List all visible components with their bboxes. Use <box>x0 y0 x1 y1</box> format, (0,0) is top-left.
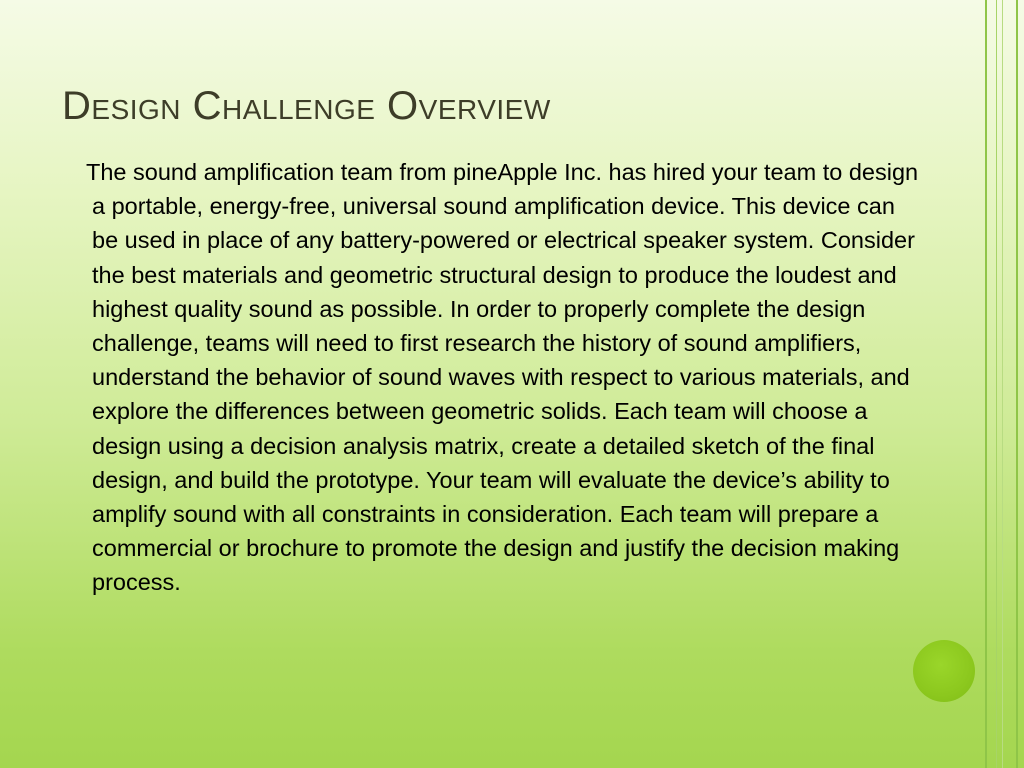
slide-title: Design Challenge Overview <box>62 84 551 128</box>
slide-body-text: The sound amplification team from pineApple Inc. has hired your team to design a portable, energy-free, universal sound amplification device. This device can be used in place of any battery-powered or electrical speaker system. Consider the best materials and geometric structural design to produce the loudest and highest quality sound as possible. In order to properly complete the design challenge, teams will need to first research the history of sound amplifiers, understand the behavior of sound waves with respect to various materials, and explore the differences between geometric solids. Each team will choose a design using a decision analysis matrix, create a detailed sketch of the final design, and build the prototype. Your team will evaluate the device’s ability to amplify sound with all constraints in consideration. Each team will prepare a commercial or brochure to promote the design and justify the decision making process. <box>86 159 919 596</box>
decorative-line <box>1002 0 1003 768</box>
decorative-line <box>996 0 997 768</box>
decorative-line <box>1016 0 1018 768</box>
decorative-line <box>985 0 987 768</box>
accent-circle <box>913 640 975 702</box>
